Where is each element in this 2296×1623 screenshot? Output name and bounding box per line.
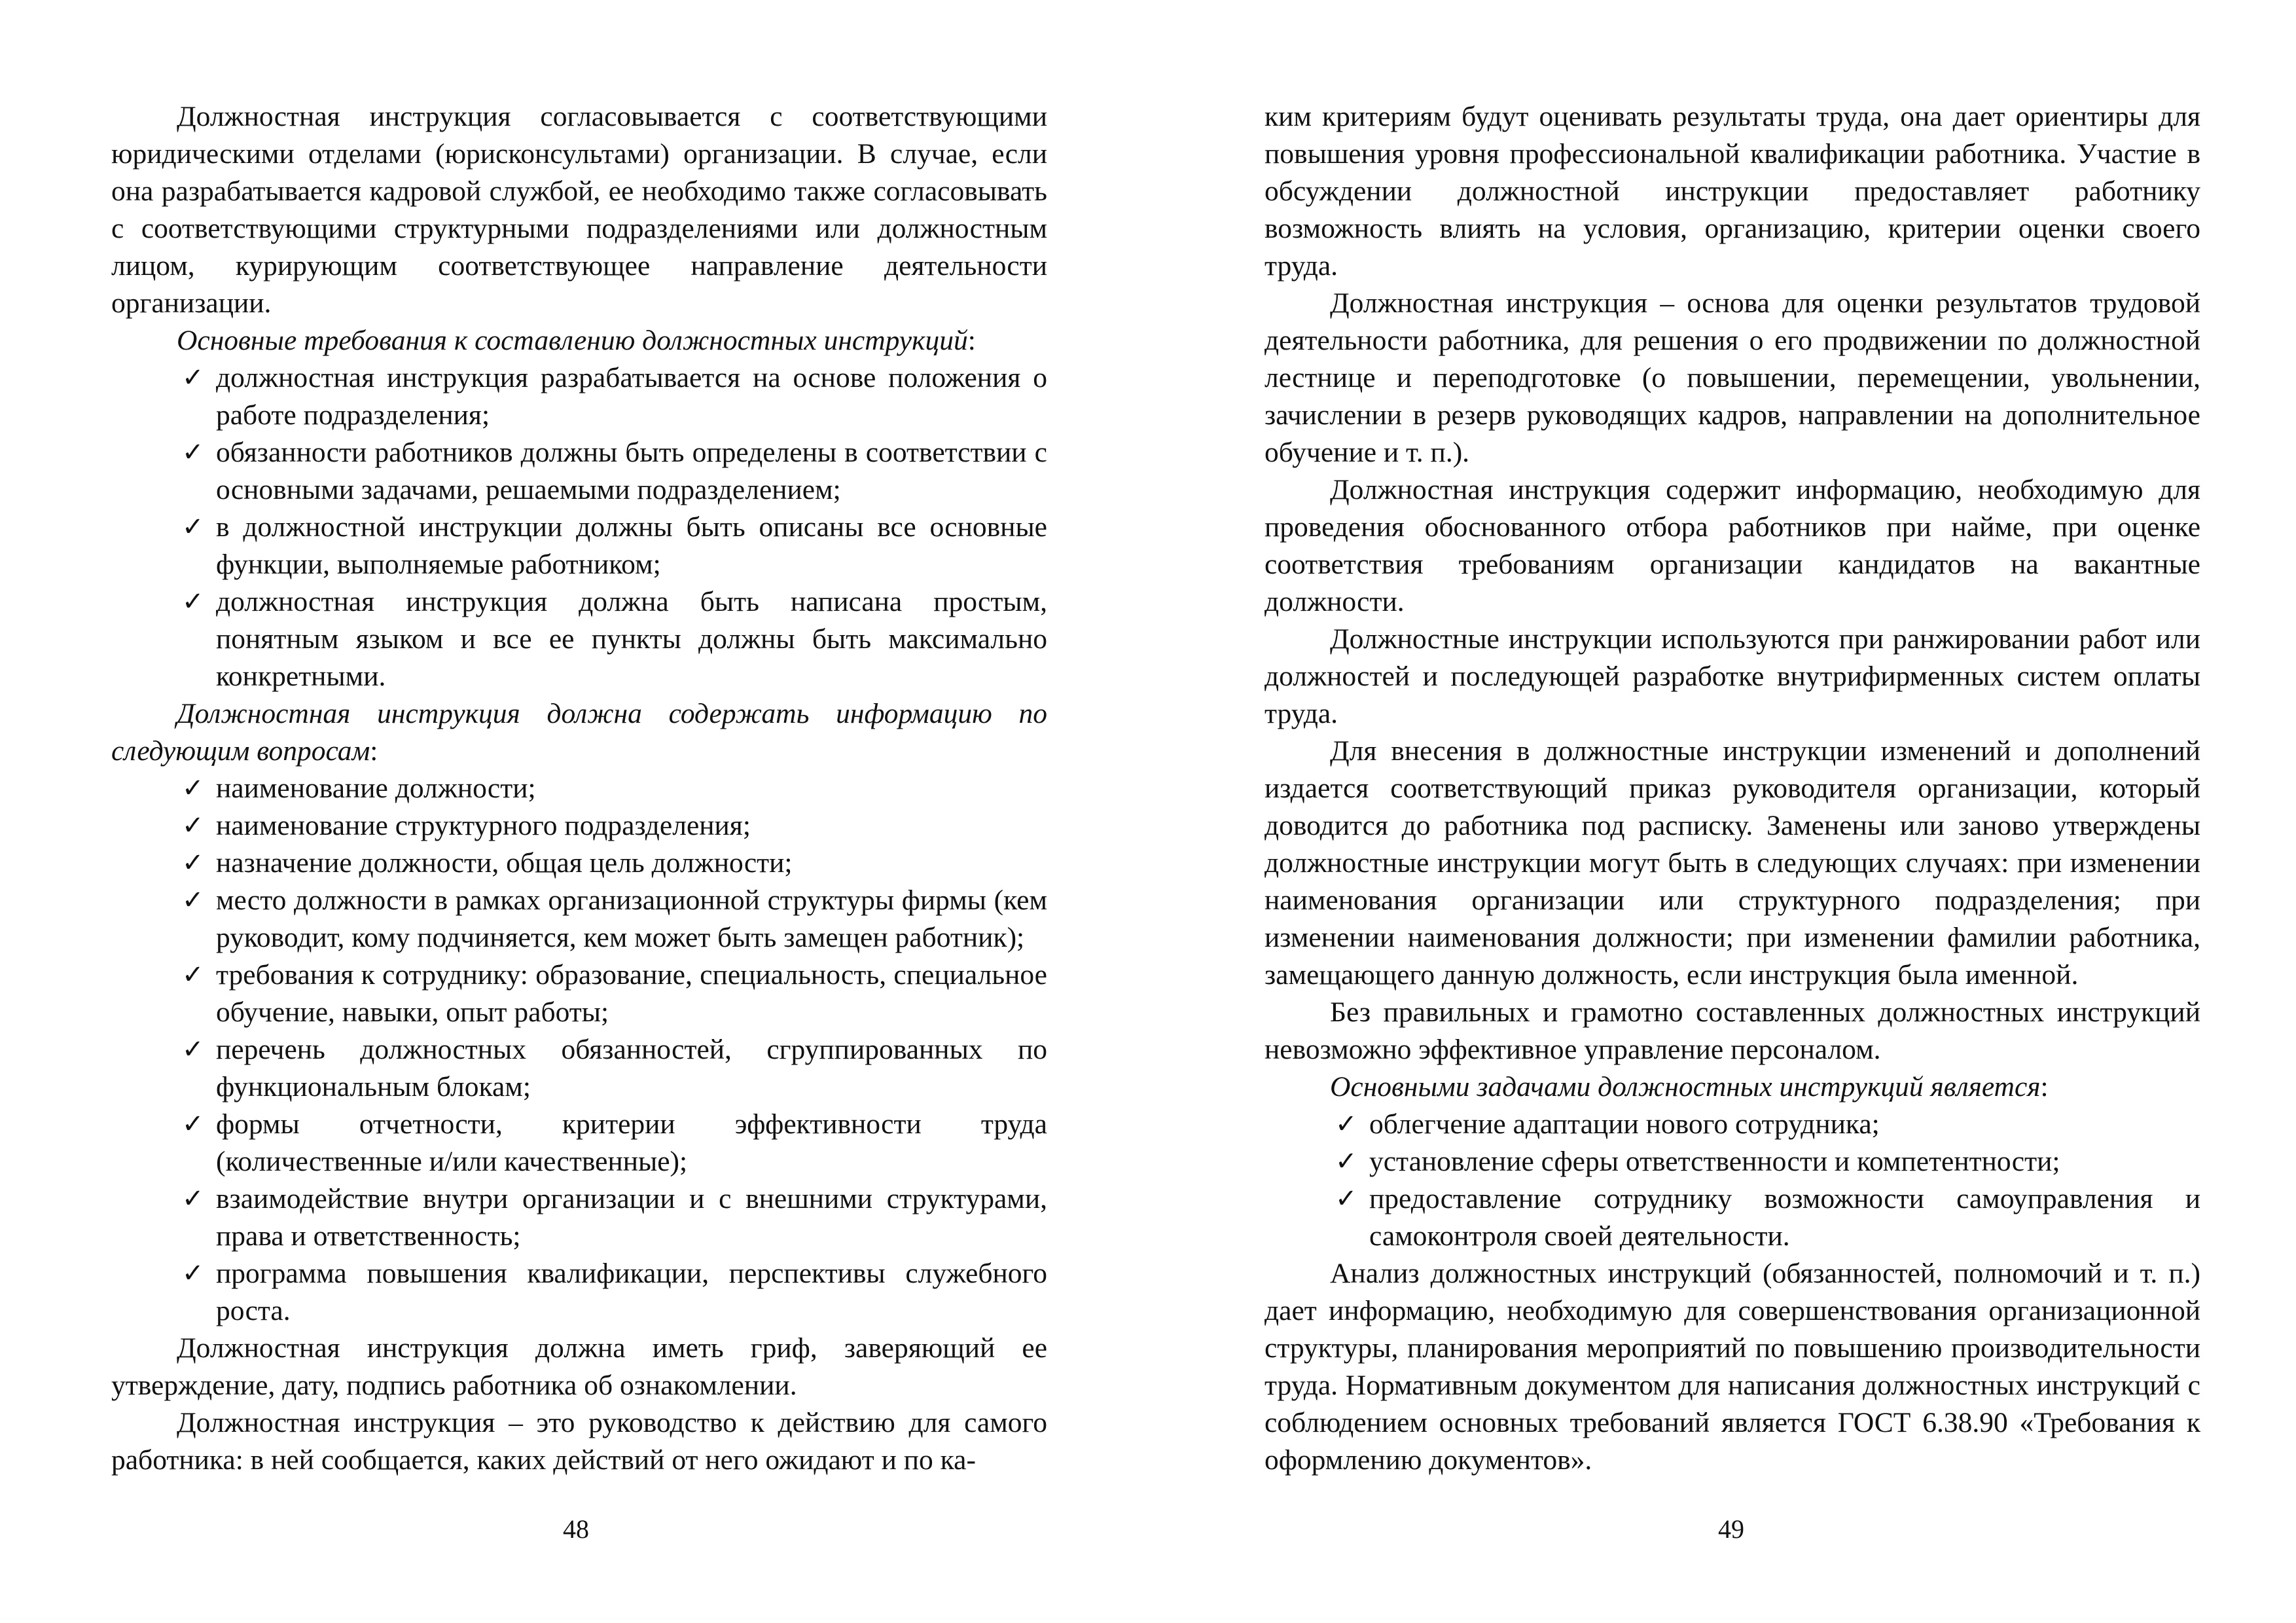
list-item: ✓ перечень должностных обязанностей, сгруппированных по функциональным блокам;: [216, 1031, 1047, 1106]
check-icon: ✓: [182, 1109, 204, 1139]
list-item: ✓ требования к сотруднику: образование, специальность, специальное обучение, навыки, опыт работы;: [216, 957, 1047, 1031]
list-item: ✓ облегчение адаптации нового сотрудника;: [1369, 1106, 2200, 1143]
paragraph: Для внесения в должностные инструкции изменений и дополнений издается соответствующий приказ руководителя организации, который доводится до работника под расписку. Заменены или заново утверждены должностные инструкции могут быть в следующих случаях: при изменении наименования организации или структурного подразделения; при изменении наименования должности; при изменении фамилии работника, замещающего данную должность, если инструкция была именной.: [1265, 735, 2200, 991]
info-heading: Должностная инструкция должна содержать информацию по следующим вопросам:: [111, 698, 1047, 767]
paragraph: Должностная инструкция – основа для оценки результатов трудовой деятельности работника, для решения о его продвижении по должностной лестнице и переподготовке (о повышении, перемещении, увольнении, зачислении в резерв руководящих кадров, направлении на дополнительное обучение и т. п.).: [1265, 287, 2200, 468]
list-item: ✓ должностная инструкция разрабатывается на основе положения о работе подразделения;: [216, 359, 1047, 434]
check-icon: ✓: [182, 773, 204, 803]
list-item: ✓ предоставление сотруднику возможности самоуправления и самоконтроля своей деятельности.: [1369, 1180, 2200, 1255]
paragraph: Должностная инструкция согласовывается с соответствующими юридическими отделами (юрисконсультами) организации. В случае, если она разрабатывается кадровой службой, ее необходимо также согласовывать с соответствующими структурными подразделениями или должностным лицом, курирующим соответствующее направление деятельности организации.: [111, 101, 1047, 319]
check-icon: ✓: [182, 437, 204, 467]
tasks-list: [1265, 1106, 2200, 1255]
page-number: 48: [563, 1514, 589, 1544]
check-icon: ✓: [182, 960, 204, 990]
list-item: ✓ наименование структурного подразделения;: [216, 807, 1047, 845]
paragraph: Без правильных и грамотно составленных должностных инструкций невозможно эффективное управление персоналом.: [1265, 996, 2200, 1065]
right-page: [1265, 98, 2200, 1539]
requirements-heading: Основные требования к составлению должностных инструкций:: [177, 325, 976, 356]
list-item: ✓ место должности в рамках организационной структуры фирмы (кем руководит, кому подчиняется, кем может быть замещен работник);: [216, 882, 1047, 957]
list-item: ✓ назначение должности, общая цель должности;: [216, 845, 1047, 882]
list-item: ✓ наименование должности;: [216, 770, 1047, 807]
info-list: [111, 770, 1047, 1330]
paragraph: Должностная инструкция – это руководство к действию для самого работника: в ней сообщается, каких действий от него ожидают и по ка-: [111, 1407, 1047, 1476]
list-item: ✓ должностная инструкция должна быть написана простым, понятным языком и все ее пункты должны быть максимально конкретными.: [216, 583, 1047, 695]
requirements-list: [111, 359, 1047, 695]
list-item: ✓ установление сферы ответственности и компетентности;: [1369, 1143, 2200, 1180]
check-icon: ✓: [182, 848, 204, 878]
check-icon: ✓: [182, 1258, 204, 1288]
check-icon: ✓: [182, 363, 204, 393]
left-page: [111, 98, 1047, 1539]
check-icon: ✓: [182, 811, 204, 841]
paragraph: Должностные инструкции используются при ранжировании работ или должностей и последующей разработке внутрифирменных систем оплаты труда.: [1265, 623, 2200, 729]
check-icon: ✓: [182, 512, 204, 542]
tasks-heading: Основными задачами должностных инструкций является:: [1330, 1071, 2049, 1103]
check-icon: ✓: [1335, 1109, 1357, 1139]
paragraph: Должностная инструкция должна иметь гриф, заверяющий ее утверждение, дату, подпись работника об ознакомлении.: [111, 1332, 1047, 1401]
check-icon: ✓: [182, 587, 204, 617]
list-item: ✓ программа повышения квалификации, перспективы служебного роста.: [216, 1255, 1047, 1330]
check-icon: ✓: [182, 885, 204, 915]
list-item: ✓ обязанности работников должны быть определены в соответствии с основными задачами, решаемыми подразделением;: [216, 434, 1047, 509]
check-icon: ✓: [1335, 1184, 1357, 1214]
list-item: ✓ в должностной инструкции должны быть описаны все основные функции, выполняемые работником;: [216, 509, 1047, 583]
page-number: 49: [1718, 1514, 1744, 1544]
paragraph: ким критериям будут оценивать результаты труда, она дает ориентиры для повышения уровня профессиональной квалификации работника. Участие в обсуждении должностной инструкции предоставляет работнику возможность влиять на условия, организацию, критерии оценки своего труда.: [1265, 101, 2200, 282]
list-item: ✓ формы отчетности, критерии эффективности труда (количественные и/или качественные);: [216, 1106, 1047, 1180]
check-icon: ✓: [182, 1034, 204, 1065]
paragraph: Анализ должностных инструкций (обязанностей, полномочий и т. п.) дает информацию, необходимую для совершенствования организационной структуры, планирования мероприятий по повышению производительности труда. Нормативным документом для написания должностных инструкций с соблюдением основных требований является ГОСТ 6.38.90 «Требования к оформлению документов».: [1265, 1258, 2200, 1476]
check-icon: ✓: [182, 1184, 204, 1214]
paragraph: Должностная инструкция содержит информацию, необходимую для проведения обоснованного отбора работников при найме, при оценке соответствия требованиям организации кандидатов на вакантные должности.: [1265, 474, 2200, 617]
check-icon: ✓: [1335, 1146, 1357, 1176]
list-item: ✓ взаимодействие внутри организации и с внешними структурами, права и ответственность;: [216, 1180, 1047, 1255]
